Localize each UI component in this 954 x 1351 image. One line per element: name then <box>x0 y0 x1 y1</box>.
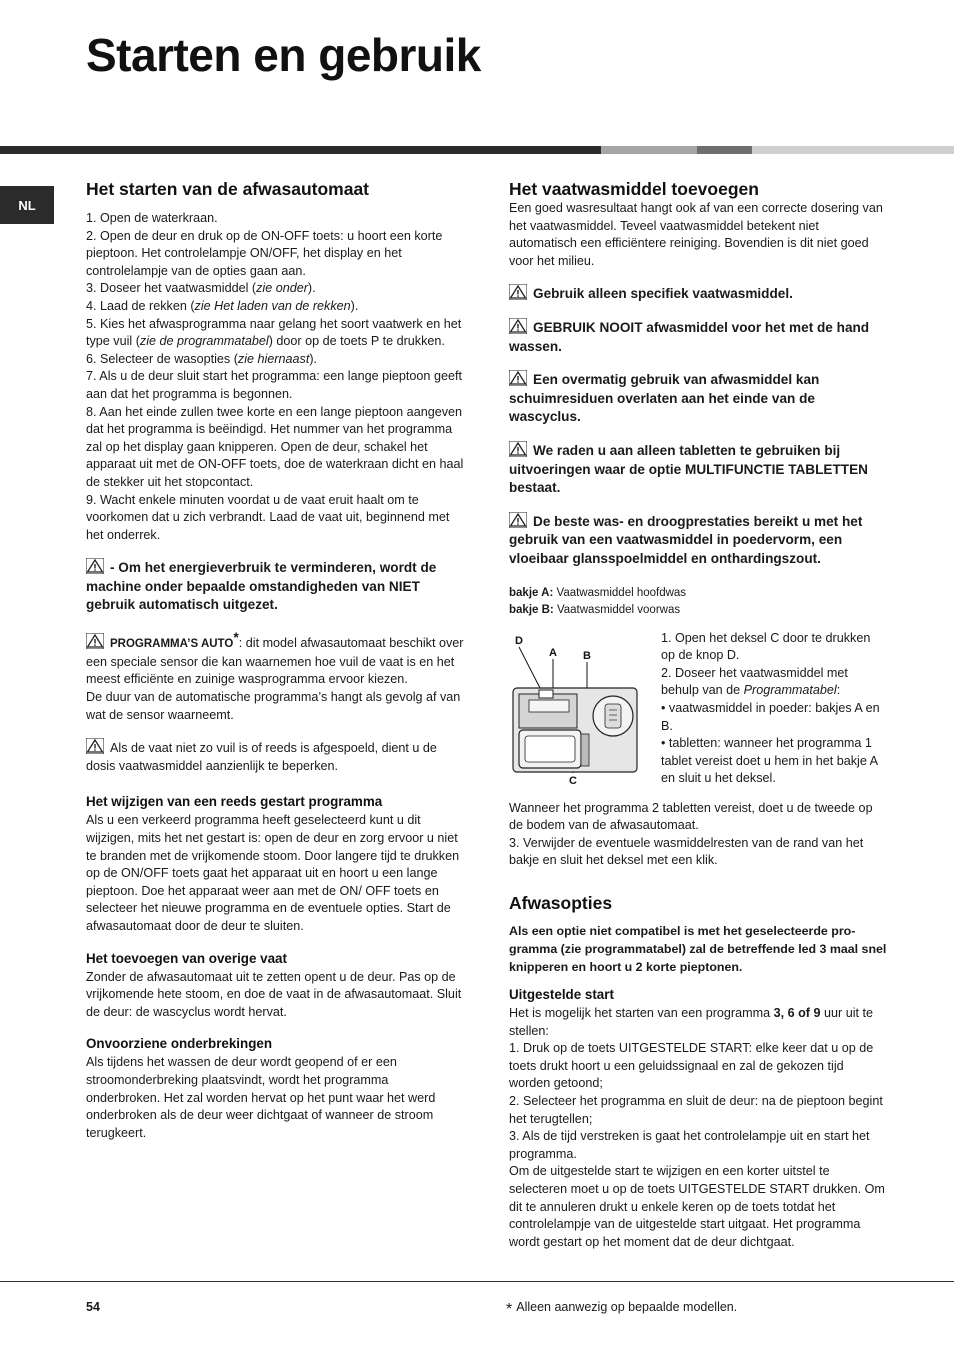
warning-detergent-1: Gebruik alleen specifiek vaatwasmiddel. <box>509 284 887 304</box>
dispenser-illustration <box>509 630 659 790</box>
delayed-intro: Het is mogelijk het starten van een programma 3, 6 of 9 uur uit te stellen: <box>509 1006 874 1038</box>
header-bar-dark <box>0 146 601 154</box>
header-bar-mid <box>697 146 752 154</box>
steps-list <box>86 210 464 544</box>
text-toevoegen: Zonder de afwasautomaat uit te zetten opent u de deur. Pas op de vrijkomende hete stoom, en doe de vaat in de afwasautomaat. Sluit de deur: de wascyclus wordt hervat. <box>86 969 462 1019</box>
label-b: B <box>583 649 591 662</box>
warning-icon <box>86 558 104 574</box>
after-figure-1: Wanneer het programma 2 tabletten vereist, doet u de tweede op de bodem van de afwasautomaat. <box>509 800 873 833</box>
header-bar-light <box>752 146 954 154</box>
step-3: 3. Doseer het vaatwasmiddel (zie onder). <box>86 281 316 296</box>
section-heading-starten: Het starten van de afwasautomaat <box>86 179 370 199</box>
right-column <box>509 178 887 1251</box>
left-column <box>86 178 464 1142</box>
subheading-onderbrekingen: Onvoorziene onderbrekingen <box>86 1036 273 1052</box>
step-4: 4. Laad de rekken (zie Het laden van de rekken). <box>86 298 359 313</box>
warning-dirt: Als de vaat niet zo vuil is of reeds is afgespoeld, dient u de dosis vaatwasmiddel aanzienlijk te beperken. <box>86 738 464 775</box>
auto-programs-note: PROGRAMMA’S AUTO*: dit model afwasautomaat beschikt over een speciale sensor die kan waarnemen hoe vuil de vaat is en het meest efficiënte en zuinige wasprogramma ervoor kiezen. <box>86 629 464 687</box>
fig-step-1: 1. Open het deksel C door te drukken op de knop D. <box>661 630 871 663</box>
warning-icon <box>509 284 527 300</box>
step-7: 7. Als u de deur sluit start het programma: een lange pieptoon geeft aan dat het programma is begonnen. <box>86 369 462 401</box>
text-wijzigen: Als u een verkeerd programma heeft geselecteerd kunt u dit wijzigen, mits het net gestart is: open de deur en zorg ervoor u niet te branden met de vrijkomende stoom. Door langere tijd te drukken op de ON/OFF toets gaat het apparaat uit en hoort u een lange pieptoon. Doe het apparaat weer aan met de ON/ OFF toets en selecteer het nieuwe programma en de eventuele opties. Start de afwasautomaat door de deur te sluiten. <box>86 813 460 933</box>
footnote: * Alleen aanwezig op bepaalde modellen. <box>506 1300 738 1318</box>
step-8: 8. Aan het einde zullen twee korte en een lange pieptoon aangeven dat het programma is beëindigd. Het nummer van het programma zal op het display gaan knipperen. Open de deur, schakel het apparaat uit met de ON-OFF toets, doe de waterkraan dicht en haal de stekker uit het stopcontact. <box>86 404 464 489</box>
warning-icon <box>509 441 527 457</box>
footer-divider <box>0 1281 954 1282</box>
language-tab: NL <box>0 186 54 224</box>
bakje-a-line: bakje A: Vaatwasmiddel hoofdwas <box>509 586 687 599</box>
text-onderbrekingen: Als tijdens het wassen de deur wordt geopend of er een stroomonderbreking plaatsvindt, wordt het programma onderbroken. Het zal worden hervat op het punt waar het werd onderbroken als de deur weer dichtgaat of wanneer de stroom terugkeert. <box>86 1055 436 1140</box>
after-figure-2: 3. Verwijder de eventuele wasmiddelresten van de rand van het bakje en sluit het deksel met een klik. <box>509 835 864 868</box>
auto-programs-duration: De duur van de automatische programma’s hangt als gevolg af van wat de sensor waarneemt. <box>86 690 461 722</box>
step-2: 2. Open de deur en druk op de ON-OFF toets: u hoort een korte pieptoon. Het controlelampje ON/OFF, het display en het controlelampje van de opties gaan aan. <box>86 228 443 278</box>
subheading-toevoegen: Het toevoegen van overige vaat <box>86 950 287 966</box>
detergent-intro: Een goed wasresultaat hangt ook af van een correcte dosering van het vaatwasmiddel. Teveel vaatwasmiddel betekent niet automatisch een efficiëntere reiniging. Bovendien is dit niet goed voor het milieu. <box>509 201 883 268</box>
step-9: 9. Wacht enkele minuten voordat u de vaat eruit haalt om te voorkomen dat u zich verbrandt. Laad de vaat uit, beginnend met het onderrek. <box>86 492 450 542</box>
warning-energy: - Om het energieverbruik te verminderen, wordt de machine onder bepaalde omstandigheden van NIET gebruik automatisch uitgezet. <box>86 560 437 613</box>
fig-step-2: 2. Doseer het vaatwasmiddel met behulp van de Programmatabel: <box>661 665 848 698</box>
page-number: 54 <box>86 1300 100 1314</box>
warning-icon <box>509 318 527 334</box>
delayed-change: Om de uitgestelde start te wijzigen en een korter uitstel te selecteren moet u op de toets UITGESTELDE START drukken. Om dit te annuleren drukt u enkele keren op de toets totdat het controlelampje van de uitgestelde start uitgaat. Het programma wordt gestart op het moment dat de deur dichtgaat. <box>509 1164 885 1249</box>
warning-icon <box>509 370 527 386</box>
dispenser-figure-block <box>509 630 887 800</box>
warning-detergent-2: GEBRUIK NOOIT afwasmiddel voor het met de hand wassen. <box>509 319 870 354</box>
subheading-wijzigen: Het wijzigen van een reeds gestart programma <box>86 794 383 810</box>
fig-bullet-1: • vaatwasmiddel in poeder: bakjes A en B. <box>661 701 880 733</box>
warning-detergent-4: We raden u aan alleen tabletten te gebruiken bij uitvoeringen waar de optie MULTIFUNCTIE TABLETTEN bestaat. <box>509 442 868 496</box>
dispenser-instructions <box>661 630 887 788</box>
label-d: D <box>515 634 523 647</box>
warning-icon <box>86 633 104 649</box>
warning-detergent-3: Een overmatig gebruik van afwasmiddel kan schuimresiduen overlaten aan het einde van de wascyclus. <box>509 372 820 425</box>
section-heading-vaatwasmiddel: Het vaatwasmiddel toevoegen <box>509 179 759 199</box>
section-heading-afwasopties: Afwasopties <box>509 893 613 914</box>
options-warning: Als een optie niet compatibel is met het geselecteerde pro-gramma (zie programmatabel) zal de betreffende led 3 maal snel knipperen en hoort u 2 korte pieptonen. <box>509 924 887 975</box>
delayed-step-3: 3. Als de tijd verstreken is gaat het controlelampje uit en start het programma. <box>509 1129 870 1161</box>
step-5: 5. Kies het afwasprogramma naar gelang het soort vaatwerk en het type vuil (zie de programmatabel) door op de toets P te drukken. <box>86 316 462 349</box>
warning-detergent-5: De beste was- en droogprestaties bereikt u met het gebruik van een vaatwasmiddel in poedervorm, een vloeibaar glansspoelmiddel en onthardingszout. <box>509 513 863 566</box>
label-c: C <box>569 774 577 787</box>
header-bar-gray <box>601 146 697 154</box>
subheading-uitgestelde-start: Uitgestelde start <box>509 987 614 1003</box>
label-a: A <box>549 646 557 659</box>
delayed-step-2: 2. Selecteer het programma en sluit de deur: na de pieptoon begint het terugtellen; <box>509 1094 883 1126</box>
delayed-step-1: 1. Druk op de toets UITGESTELDE START: elke keer dat u op de toets drukt hoort u een geluidssignaal en zal de gekozen tijd worden getoond; <box>509 1041 874 1091</box>
warning-icon <box>509 512 527 528</box>
page-title: Starten en gebruik <box>86 29 481 81</box>
bakje-b-line: bakje B: Vaatwasmiddel voorwas <box>509 604 681 617</box>
step-6: 6. Selecteer de wasopties (zie hiernaast). <box>86 351 318 366</box>
fig-bullet-2: • tabletten: wanneer het programma 1 tablet vereist doet u hem in het bakje A en sluit u het deksel. <box>661 736 878 786</box>
step-1: 1. Open de waterkraan. <box>86 211 218 225</box>
warning-icon <box>86 738 104 754</box>
